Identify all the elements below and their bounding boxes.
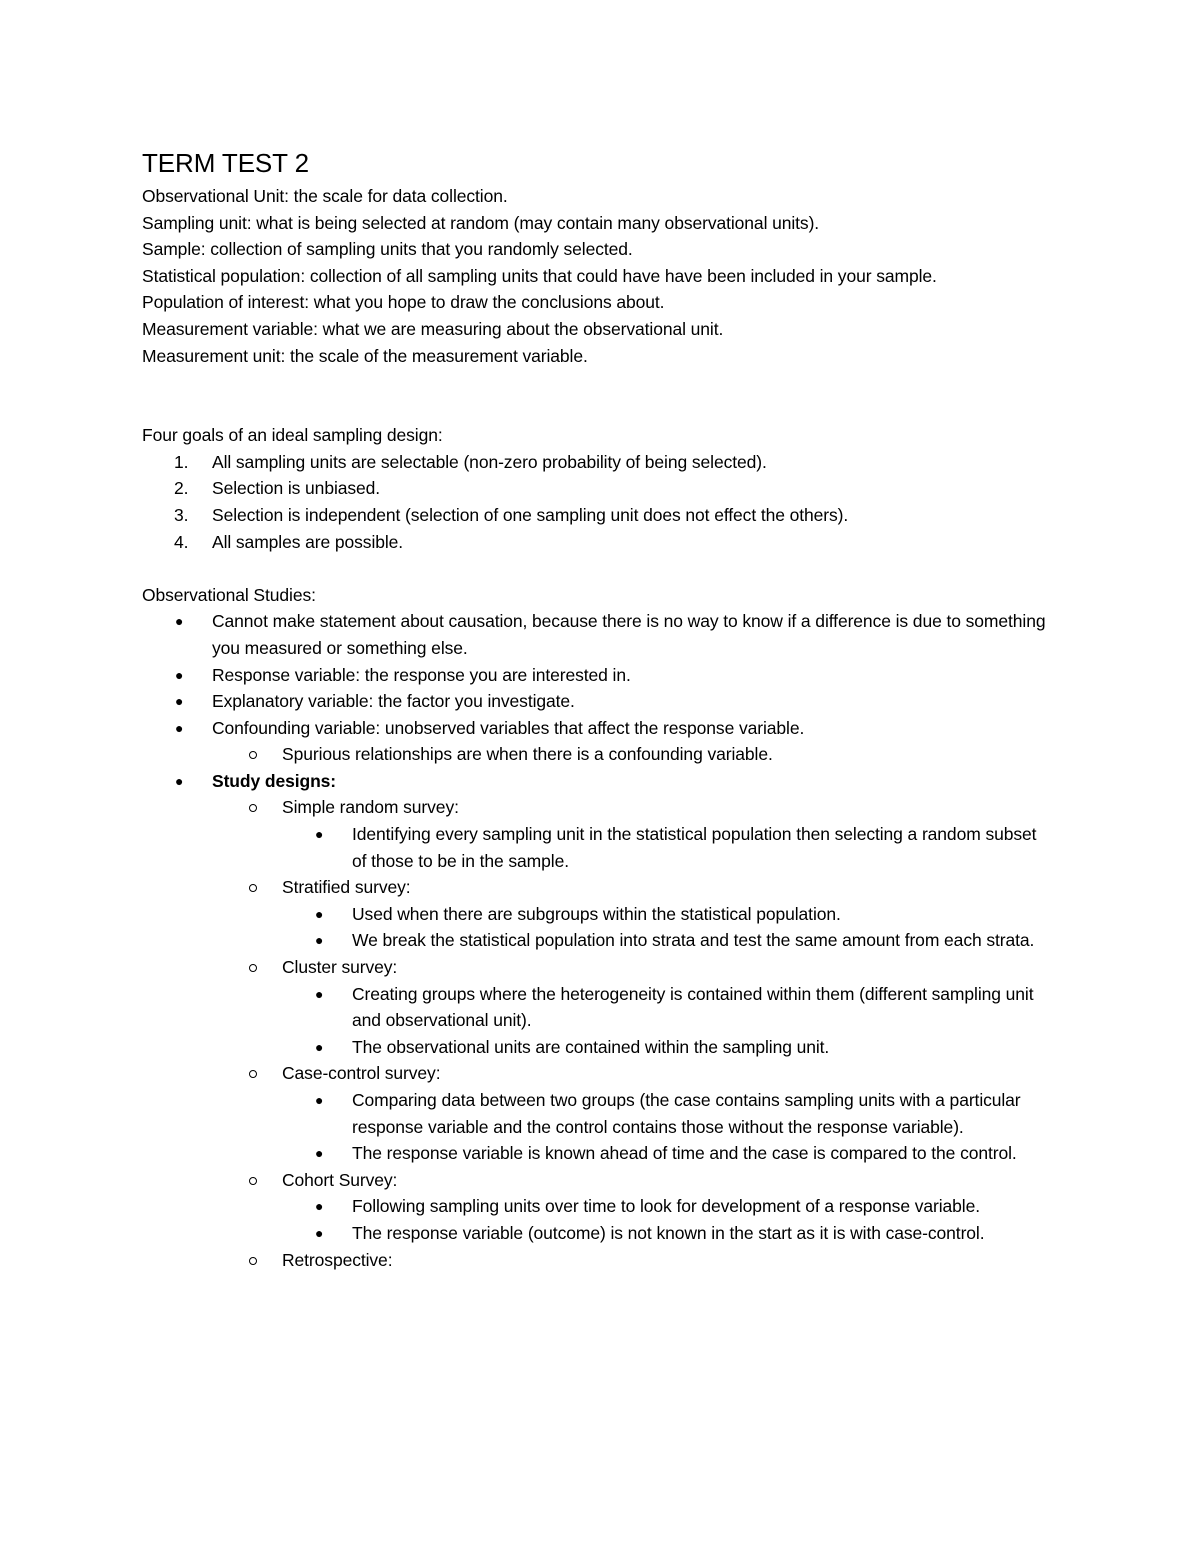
design-item — [212, 874, 1072, 954]
goal-text: All sampling units are selectable (non-zero probability of being selected). — [212, 451, 767, 472]
design-points — [282, 821, 1072, 874]
list-item — [212, 741, 1072, 768]
study-designs-label: Study designs: — [212, 770, 337, 791]
circle-bullet-icon — [249, 1257, 257, 1265]
bullet-icon: ● — [315, 826, 324, 843]
circle-bullet-icon — [249, 804, 257, 812]
confounding-sublist — [212, 741, 1072, 768]
study-designs-list — [212, 794, 1072, 1273]
design-name: Case-control survey: — [282, 1063, 441, 1084]
definition-line: Sample: collection of sampling units that you randomly selected. — [142, 239, 633, 260]
design-name: Stratified survey: — [282, 877, 411, 898]
bullet-icon: ● — [315, 932, 324, 949]
definition-line: Measurement unit: the scale of the measurement variable. — [142, 345, 588, 366]
page-title: TERM TEST 2 — [142, 148, 309, 178]
goals-heading: Four goals of an ideal sampling design: — [142, 425, 443, 446]
design-points — [282, 1087, 1072, 1167]
definitions-block — [142, 183, 1072, 369]
list-item-text: Confounding variable: unobserved variables that affect the response variable. — [212, 717, 805, 738]
list-item — [142, 768, 1072, 1273]
design-item — [212, 954, 1072, 1060]
design-name: Retrospective: — [282, 1249, 393, 1270]
design-item — [212, 1060, 1072, 1166]
list-item-text: Following sampling units over time to look for development of a response variable. — [352, 1196, 980, 1217]
design-points — [282, 901, 1072, 954]
observational-list — [142, 608, 1072, 1273]
bullet-icon: ● — [175, 719, 184, 736]
goal-text: Selection is independent (selection of one sampling unit does not effect the others). — [212, 504, 849, 525]
list-item-text: The response variable is known ahead of time and the case is compared to the control. — [352, 1143, 1017, 1164]
list-item-text: The response variable (outcome) is not known in the start as it is with case-control. — [352, 1222, 985, 1243]
design-item — [212, 1247, 1072, 1274]
list-item-text: Identifying every sampling unit in the statistical population then selecting a random subset of those to be in the sample. — [352, 824, 1037, 871]
goal-item — [142, 475, 1072, 502]
circle-bullet-icon — [249, 1177, 257, 1185]
document-body — [142, 143, 1072, 1273]
bullet-icon: ● — [315, 1145, 324, 1162]
list-item-text: The observational units are contained within the sampling unit. — [352, 1036, 830, 1057]
goal-number: 1. — [174, 451, 189, 472]
bullet-icon: ● — [315, 905, 324, 922]
list-item-text: Creating groups where the heterogeneity is contained within them (different sampling unit and observational unit). — [352, 983, 1034, 1031]
list-item — [282, 1140, 1052, 1167]
list-item — [282, 927, 1052, 954]
list-item — [282, 901, 1052, 928]
goal-text: Selection is unbiased. — [212, 478, 381, 499]
list-item — [142, 688, 1072, 715]
bullet-icon: ● — [175, 693, 184, 710]
bullet-icon: ● — [175, 772, 184, 789]
list-item-text: We break the statistical population into strata and test the same amount from each strata. — [352, 930, 1035, 951]
bullet-icon: ● — [315, 1224, 324, 1241]
list-item — [282, 1034, 1052, 1061]
design-name: Cluster survey: — [282, 957, 398, 978]
list-item-text: Spurious relationships are when there is a confounding variable. — [282, 744, 773, 765]
list-item-text: Response variable: the response you are interested in. — [212, 664, 631, 685]
list-item — [142, 715, 1072, 768]
list-item-text: Comparing data between two groups (the case contains sampling units with a particular response variable and the control contains those without the response variable). — [352, 1090, 1021, 1137]
goal-number: 2. — [174, 478, 189, 499]
design-item — [212, 794, 1072, 874]
circle-bullet-icon — [249, 751, 257, 759]
bullet-icon: ● — [315, 1198, 324, 1215]
bullet-icon: ● — [315, 985, 324, 1002]
design-points — [282, 981, 1072, 1061]
definition-line: Observational Unit: the scale for data collection. — [142, 186, 508, 206]
design-name: Cohort Survey: — [282, 1169, 398, 1190]
design-item — [212, 1167, 1072, 1247]
goal-item — [142, 502, 1072, 529]
list-item — [142, 608, 1052, 661]
list-item — [282, 1193, 1052, 1220]
list-item-text: Used when there are subgroups within the statistical population. — [352, 903, 841, 924]
goal-item — [142, 529, 1072, 556]
goal-number: 4. — [174, 531, 189, 552]
bullet-icon: ● — [315, 1038, 324, 1055]
definition-line: Measurement variable: what we are measuring about the observational unit. — [142, 318, 724, 339]
list-item-text: Explanatory variable: the factor you investigate. — [212, 691, 575, 712]
list-item — [282, 1220, 1052, 1247]
definition-line: Statistical population: collection of all sampling units that could have have been included in your sample. — [142, 265, 937, 286]
definition-line: Population of interest: what you hope to draw the conclusions about. — [142, 292, 665, 313]
list-item — [282, 821, 1052, 874]
list-item — [282, 1087, 1052, 1140]
bullet-icon: ● — [175, 613, 184, 630]
design-name: Simple random survey: — [282, 797, 459, 818]
goal-text: All samples are possible. — [212, 531, 404, 552]
list-item-text: Cannot make statement about causation, because there is no way to know if a difference is due to something you measured or something else. — [212, 611, 1046, 658]
design-points — [282, 1193, 1072, 1246]
list-item — [282, 981, 1052, 1034]
goal-item — [142, 449, 1072, 476]
goals-list — [142, 449, 1072, 555]
observational-heading: Observational Studies: — [142, 584, 316, 605]
goal-number: 3. — [174, 504, 189, 525]
circle-bullet-icon — [249, 1070, 257, 1078]
bullet-icon: ● — [315, 1092, 324, 1108]
list-item — [142, 662, 1072, 689]
bullet-icon: ● — [175, 666, 184, 683]
definition-line: Sampling unit: what is being selected at random (may contain many observational units). — [142, 212, 820, 233]
circle-bullet-icon — [249, 964, 257, 972]
circle-bullet-icon — [249, 884, 257, 892]
